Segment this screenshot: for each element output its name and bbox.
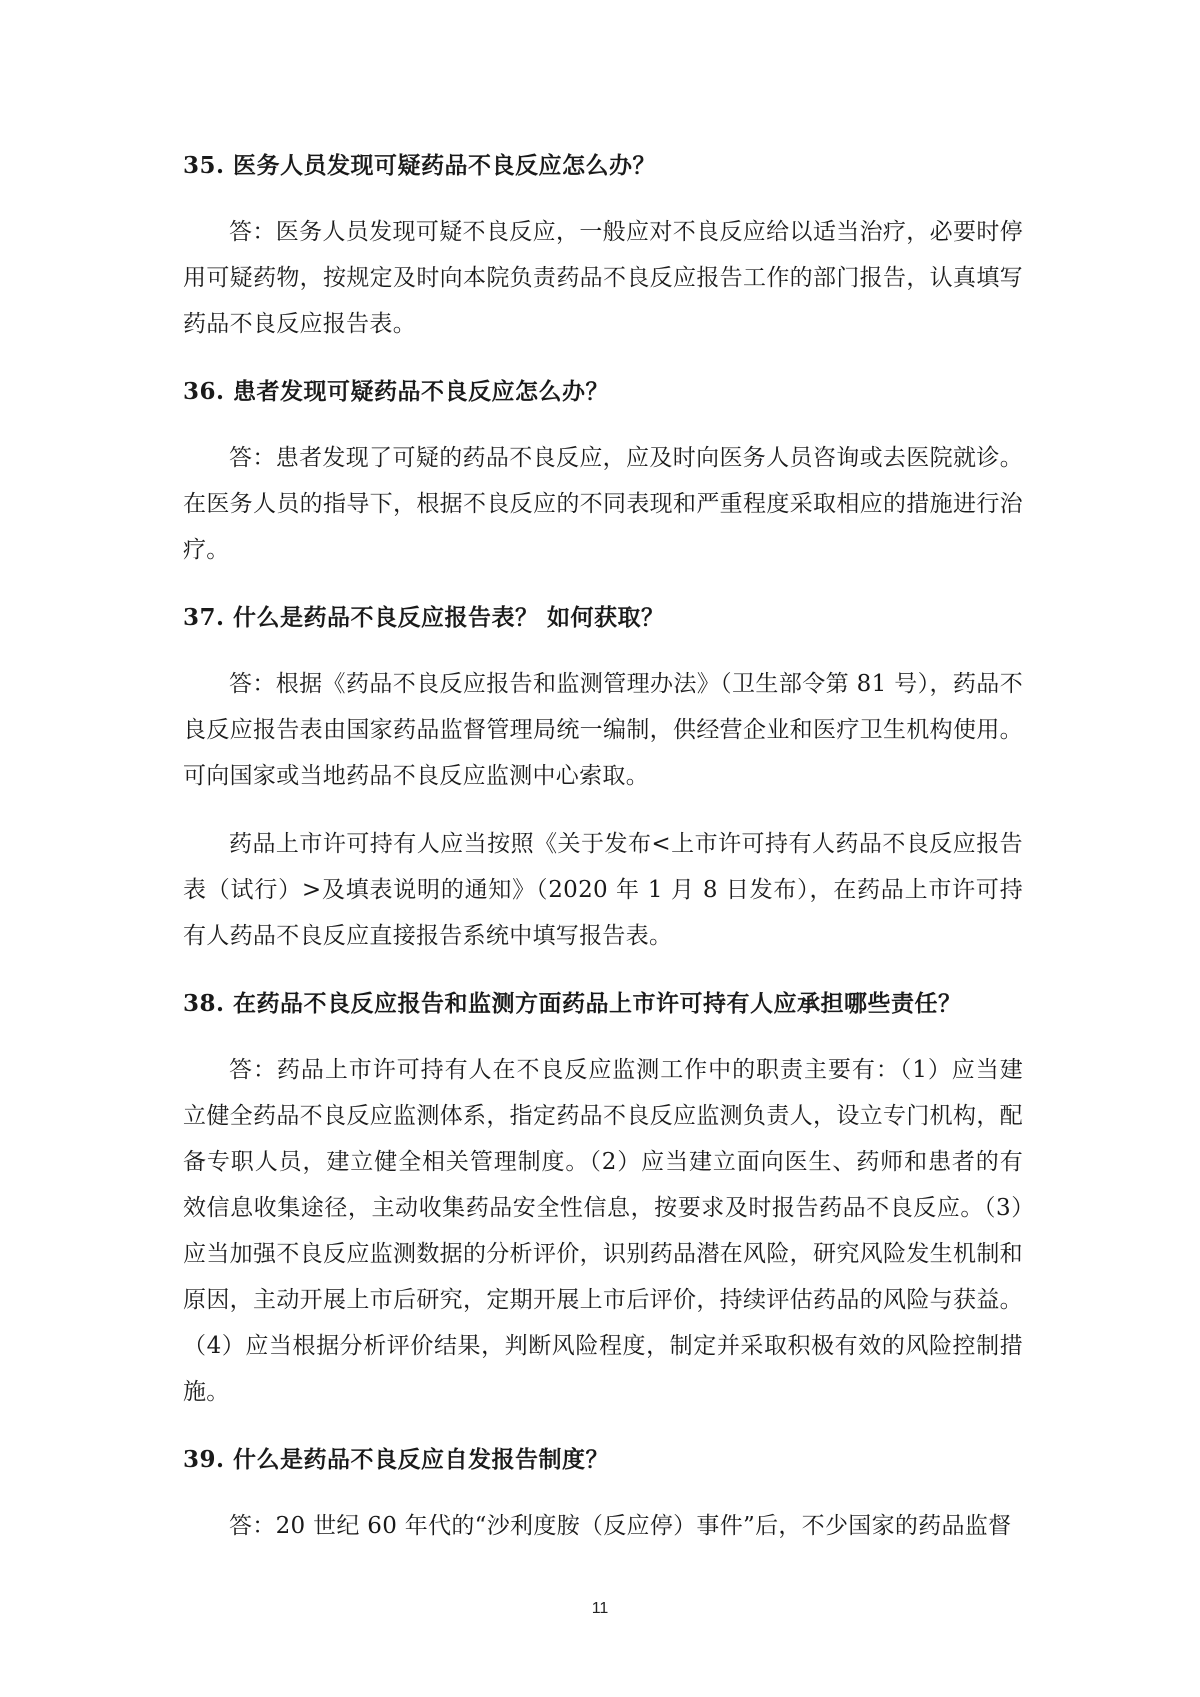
question-heading: 39. 什么是药品不良反应自发报告制度？ bbox=[183, 1446, 610, 1473]
answer-paragraph: 答：药品上市许可持有人在不良反应监测工作中的职责主要有：（1）应当建立健全药品不良反应监测体系，指定药品不良反应监测负责人，设立专门机构，配备专职人员，建立健全相关管理制度。（2）应当建立面向医生、药师和患者的有效信息收集途径，主动收集药品安全性信息，按要求及时报告药品不良反应。（3）应当加强不良反应监测数据的分析评价，识别药品潜在风险，研究风险发生机制和原因，主动开展上市后研究，定期开展上市后评价，持续评估药品的风险与获益。（4）应当根据分析评价结果，判断风险程度，制定并采取积极有效的风险控制措施。 bbox=[183, 1057, 1023, 1405]
qa-section-38 bbox=[183, 981, 1023, 1415]
question-heading: 35. 医务人员发现可疑药品不良反应怎么办？ bbox=[183, 152, 657, 179]
answer-paragraph: 答：患者发现了可疑的药品不良反应，应及时向医务人员咨询或去医院就诊。在医务人员的指导下，根据不良反应的不同表现和严重程度采取相应的措施进行治疗。 bbox=[183, 445, 1023, 563]
page-content bbox=[183, 143, 1023, 1549]
question-heading: 37. 什么是药品不良反应报告表？ 如何获取？ bbox=[183, 604, 665, 631]
question-heading: 38. 在药品不良反应报告和监测方面药品上市许可持有人应承担哪些责任？ bbox=[183, 990, 962, 1017]
qa-section-35 bbox=[183, 143, 1023, 347]
page-number: 11 bbox=[591, 1600, 609, 1617]
answer-paragraph: 答：根据《药品不良反应报告和监测管理办法》（卫生部令第 81 号），药品不良反应报告表由国家药品监督管理局统一编制，供经营企业和医疗卫生机构使用。可向国家或当地药品不良反应监测中心索取。 bbox=[183, 671, 1023, 789]
qa-section-36 bbox=[183, 369, 1023, 573]
question-heading: 36. 患者发现可疑药品不良反应怎么办？ bbox=[183, 378, 610, 405]
answer-paragraph: 药品上市许可持有人应当按照《关于发布<上市许可持有人药品不良反应报告表（试行）>及填表说明的通知》（2020 年 1 月 8 日发布），在药品上市许可持有人药品不良反应直接报告系统中填写报告表。 bbox=[183, 831, 1023, 949]
answer-paragraph: 答：20 世纪 60 年代的“沙利度胺（反应停）事件”后，不少国家的药品监督 bbox=[229, 1513, 1012, 1539]
qa-section-37 bbox=[183, 595, 1023, 959]
qa-section-39 bbox=[183, 1437, 1023, 1549]
answer-paragraph: 答：医务人员发现可疑不良反应，一般应对不良反应给以适当治疗，必要时停用可疑药物，按规定及时向本院负责药品不良反应报告工作的部门报告，认真填写药品不良反应报告表。 bbox=[183, 219, 1023, 337]
